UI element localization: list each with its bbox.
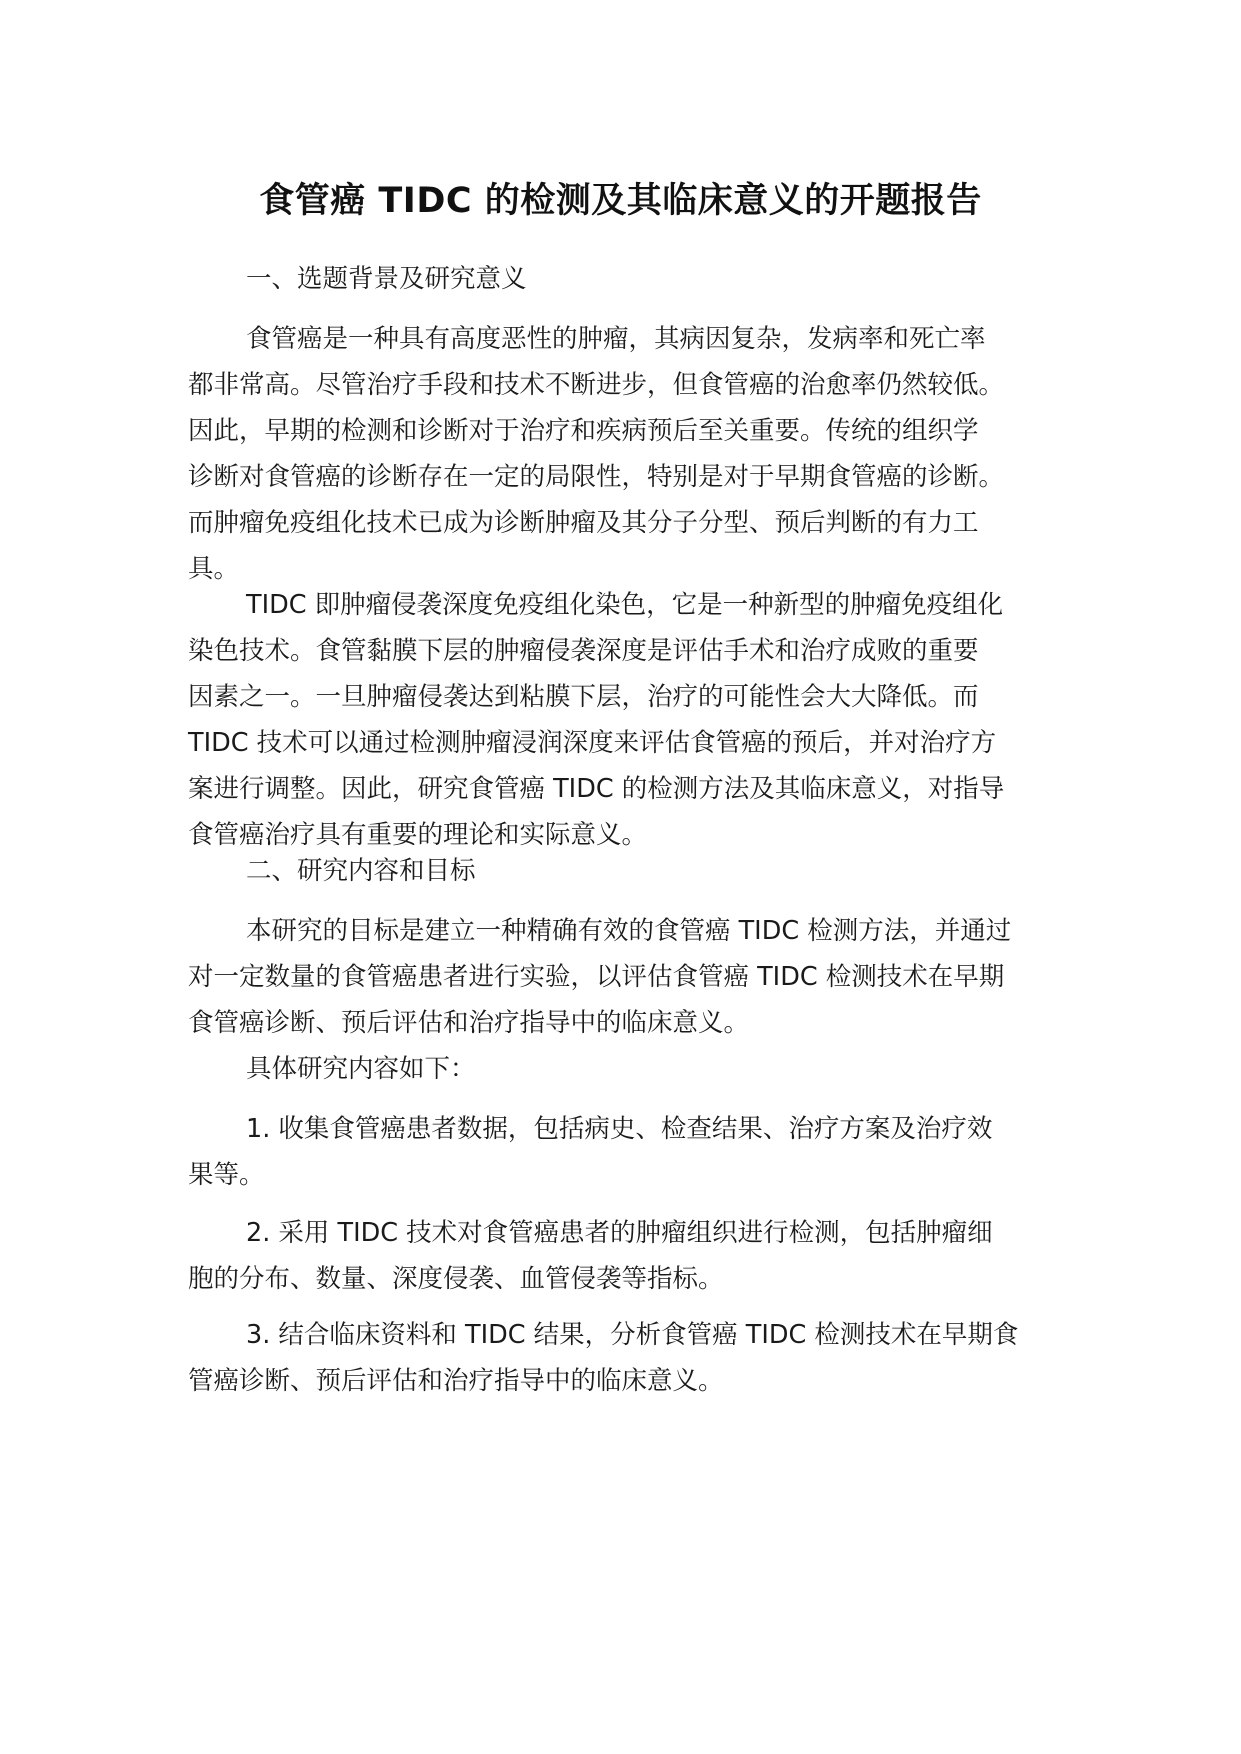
- section-heading-text: 二、研究内容和目标: [246, 856, 476, 886]
- section-heading-content: [188, 848, 1068, 894]
- list-item-line: 管癌诊断、预后评估和治疗指导中的临床意义。: [188, 1366, 724, 1396]
- paragraph-line: 食管癌治疗具有重要的理论和实际意义。: [188, 820, 648, 850]
- list-item-2: [188, 1210, 1068, 1302]
- paragraph-line: 食管癌是一种具有高度恶性的肿瘤，其病因复杂，发病率和死亡率: [246, 324, 986, 354]
- paragraph-line: TIDC 即肿瘤侵袭深度免疫组化染色，它是一种新型的肿瘤免疫组化: [246, 590, 1004, 620]
- list-item-line: 2. 采用 TIDC 技术对食管癌患者的肿瘤组织进行检测，包括肿瘤细: [246, 1218, 993, 1248]
- paragraph-line: 染色技术。食管黏膜下层的肿瘤侵袭深度是评估手术和治疗成败的重要: [188, 636, 979, 666]
- paragraph-line: 诊断对食管癌的诊断存在一定的局限性，特别是对于早期食管癌的诊断。: [188, 462, 1005, 492]
- paragraph-line: 食管癌诊断、预后评估和治疗指导中的临床意义。: [188, 1008, 750, 1038]
- paragraph-line: 对一定数量的食管癌患者进行实验，以评估食管癌 TIDC 检测技术在早期: [188, 962, 1005, 992]
- paragraph-objective: [188, 908, 1068, 1046]
- paragraph-content-intro: [188, 1046, 1068, 1092]
- list-item-3: [188, 1312, 1068, 1404]
- list-item-line: 3. 结合临床资料和 TIDC 结果，分析食管癌 TIDC 检测技术在早期食: [246, 1320, 1019, 1350]
- list-item-line: 胞的分布、数量、深度侵袭、血管侵袭等指标。: [188, 1264, 724, 1294]
- list-item-1: [188, 1106, 1068, 1198]
- paragraph-background: [188, 316, 1068, 592]
- section-heading-text: 一、选题背景及研究意义: [246, 264, 527, 294]
- paragraph-line: 案进行调整。因此，研究食管癌 TIDC 的检测方法及其临床意义，对指导: [188, 774, 1005, 804]
- paragraph-line: TIDC 技术可以通过检测肿瘤浸润深度来评估食管癌的预后，并对治疗方: [188, 728, 997, 758]
- document-title: 食管癌 TIDC 的检测及其临床意义的开题报告: [259, 181, 982, 221]
- paragraph-line: 都非常高。尽管治疗手段和技术不断进步，但食管癌的治愈率仍然较低。: [188, 370, 1005, 400]
- paragraph-line: 因此，早期的检测和诊断对于治疗和疾病预后至关重要。传统的组织学: [188, 416, 979, 446]
- list-item-line: 果等。: [188, 1160, 265, 1190]
- paragraph-line: 因素之一。一旦肿瘤侵袭达到粘膜下层，治疗的可能性会大大降低。而: [188, 682, 979, 712]
- paragraph-line: 而肿瘤免疫组化技术已成为诊断肿瘤及其分子分型、预后判断的有力工: [188, 508, 979, 538]
- list-item-line: 1. 收集食管癌患者数据，包括病史、检查结果、治疗方案及治疗效: [246, 1114, 993, 1144]
- paragraph-line: 本研究的目标是建立一种精确有效的食管癌 TIDC 检测方法，并通过: [246, 916, 1012, 946]
- section-heading-background: [188, 256, 1068, 302]
- paragraph-line: 具体研究内容如下：: [246, 1054, 476, 1084]
- paragraph-tidc-definition: [188, 582, 1068, 858]
- paragraph-line: 具。: [188, 554, 240, 584]
